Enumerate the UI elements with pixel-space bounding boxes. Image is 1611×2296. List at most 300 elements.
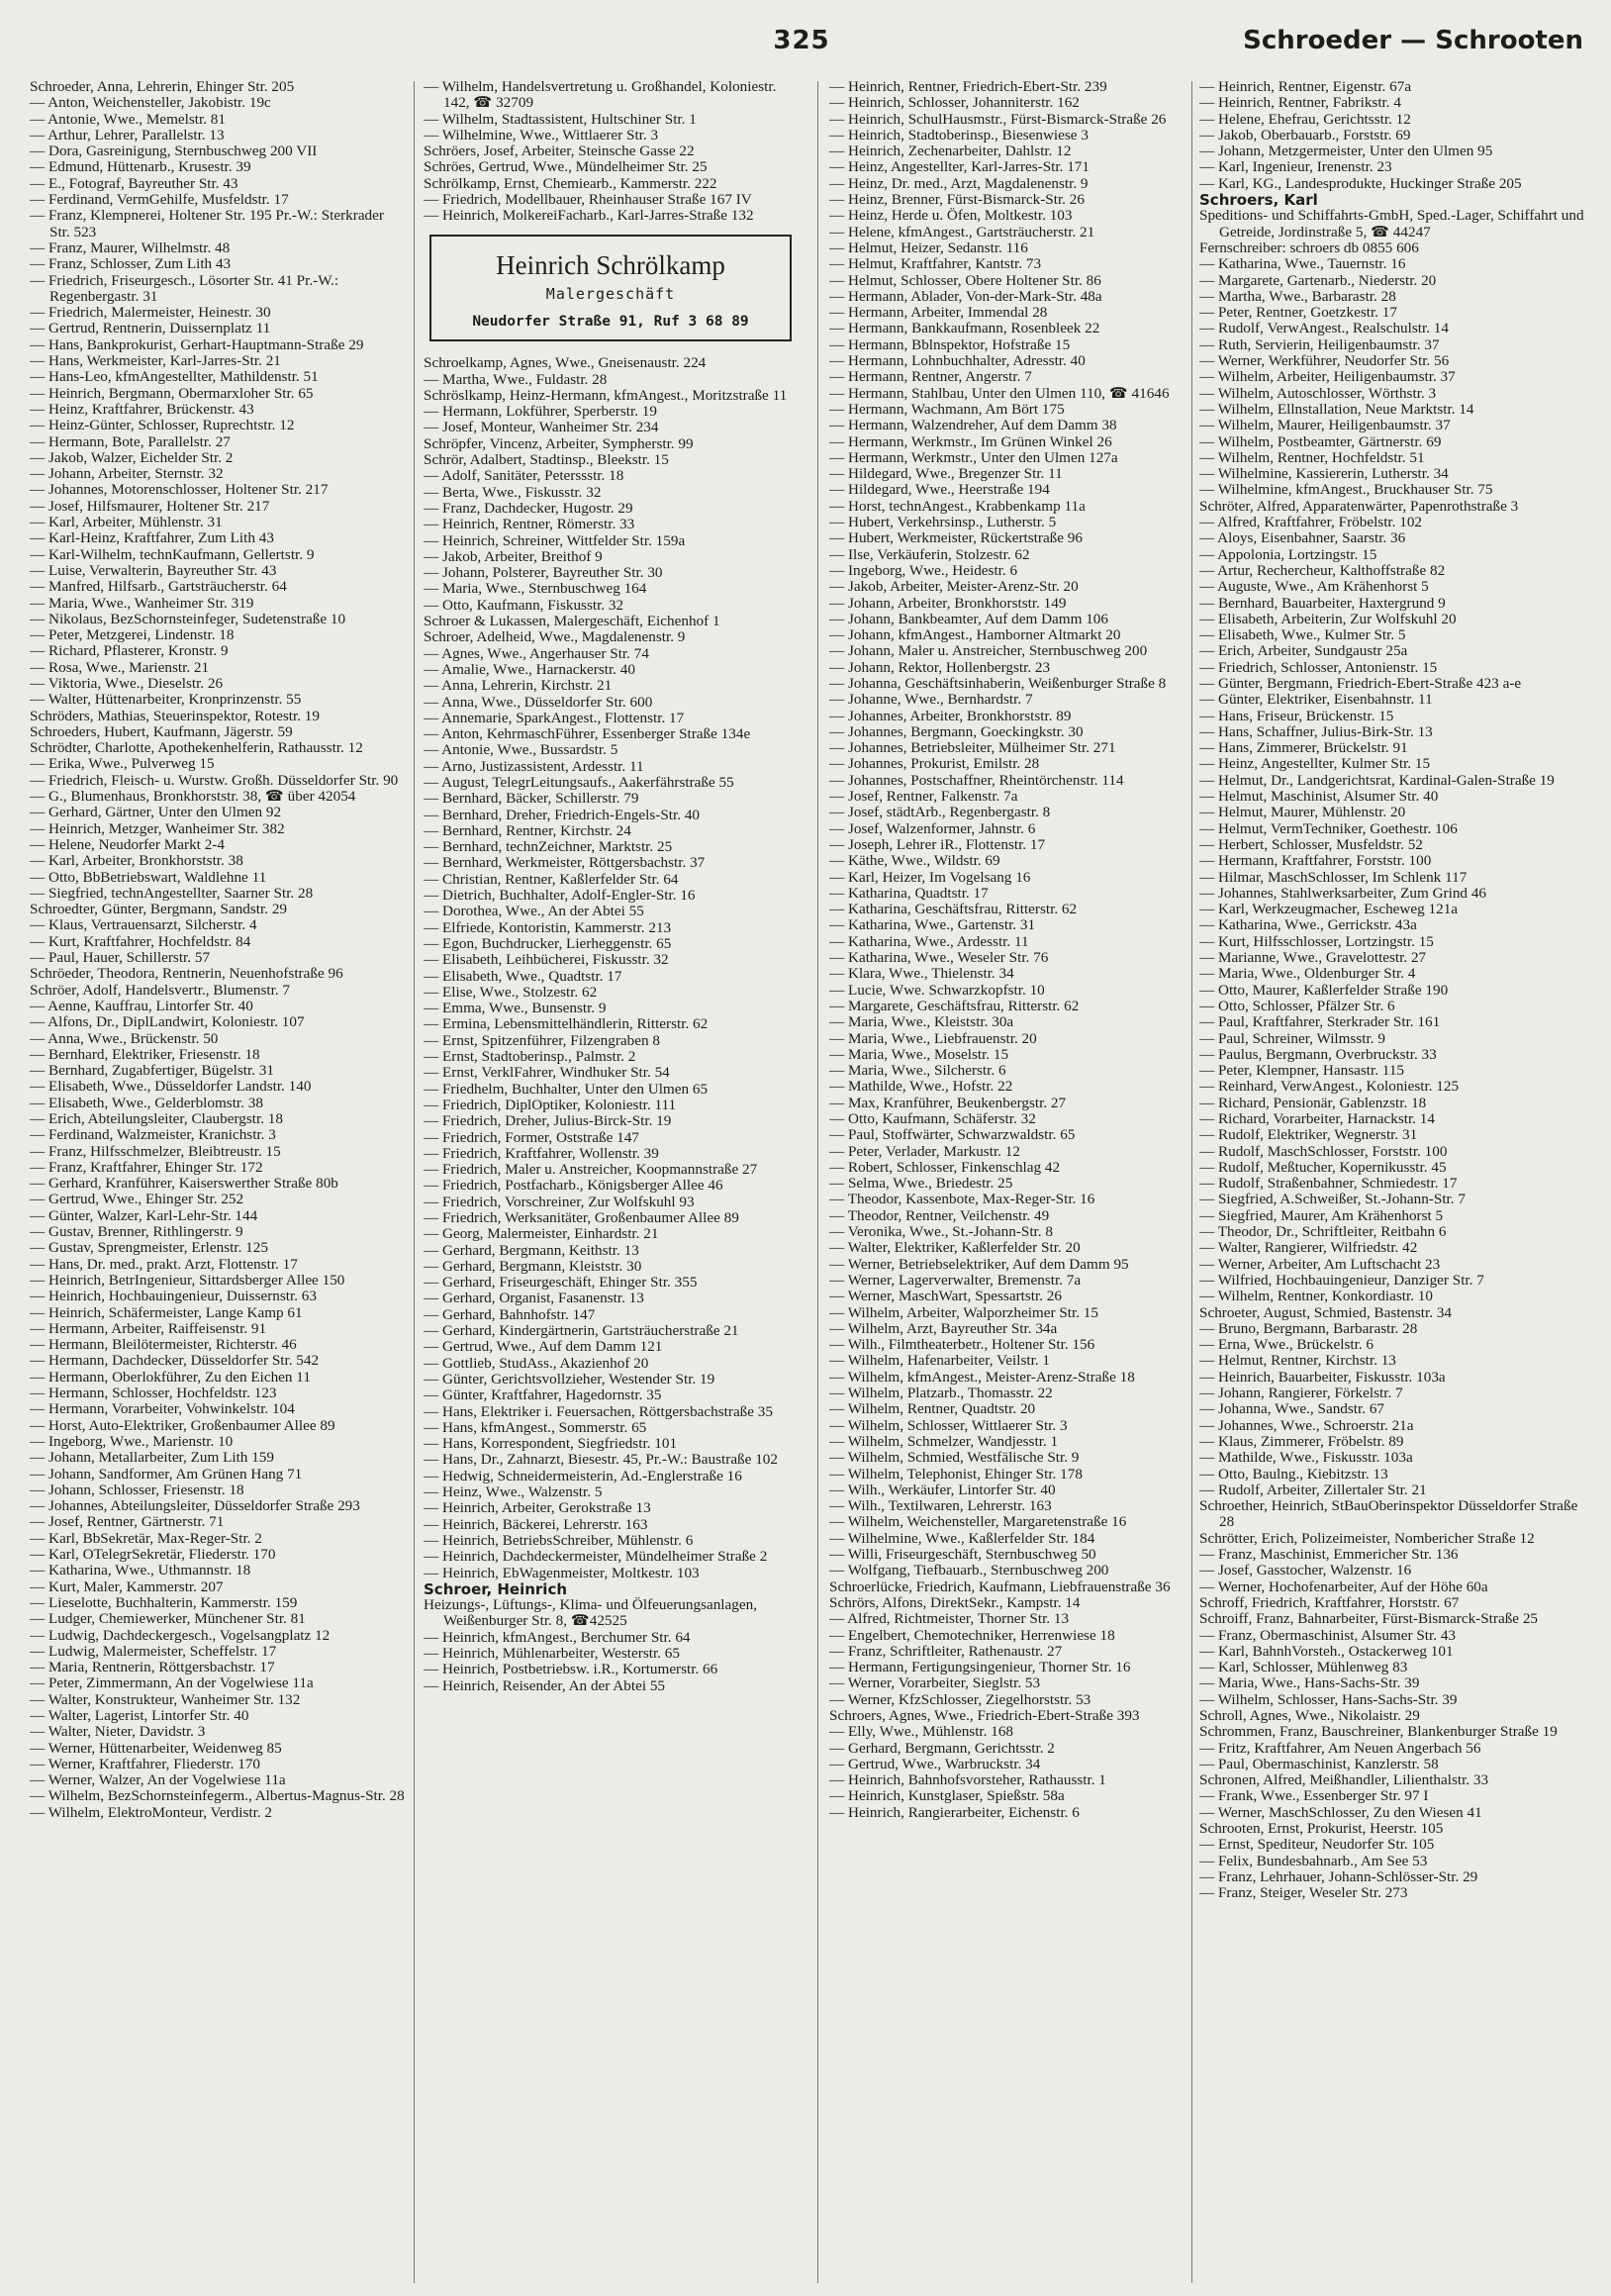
- directory-entry: Schroff, Friedrich, Kraftfahrer, Horststr. 67: [1199, 1593, 1460, 1611]
- directory-entry: — Gertrud, Wwe., Ehinger Str. 252: [30, 1191, 244, 1208]
- directory-entry: — Wilhelm, Stadtassistent, Hultschiner Str. 1: [424, 110, 697, 128]
- directory-entry: — Otto, Kaufmann, Schäferstr. 32: [829, 1110, 1036, 1127]
- directory-entry: — Helmut, Maurer, Mühlenstr. 20: [1199, 804, 1406, 821]
- directory-entry: — Heinrich, Mühlenarbeiter, Westerstr. 65: [424, 1645, 680, 1663]
- directory-entry: — E., Fotograf, Bayreuther Str. 43: [30, 174, 238, 192]
- directory-entry: — Wilhelm, ElektroMonteur, Verdistr. 2: [30, 1803, 272, 1821]
- directory-entry: — Bernhard, Werkmeister, Röttgersbachstr. 37: [424, 854, 706, 872]
- directory-entry: Schronen, Alfred, Meißhandler, Lilienthalstr. 33: [1199, 1771, 1489, 1789]
- directory-entry: — Erika, Wwe., Pulverweg 15: [30, 755, 215, 773]
- directory-entry: — Paul, Stoffwärter, Schwarzwaldstr. 65: [829, 1126, 1076, 1144]
- directory-entry: — Gustav, Brenner, Rithlingerstr. 9: [30, 1223, 243, 1241]
- directory-entry: — Wilhelm, Platzarb., Thomasstr. 22: [829, 1385, 1053, 1402]
- directory-entry: — Wilhelm, kfmAngest., Meister-Arenz-Straße 18: [829, 1368, 1135, 1386]
- directory-entry: — Egon, Buchdrucker, Lierheggenstr. 65: [424, 934, 672, 952]
- directory-entry: — Hans, Dr., Zahnarzt, Biesestr. 45, Pr.-W.: Baustraße 102: [424, 1451, 778, 1469]
- directory-entry: — August, TelegrLeitungsaufs., Aakerfährstraße 55: [424, 773, 734, 791]
- directory-entry: — Heinrich, BetrIngenieur, Sittardsberger Allee 150: [30, 1271, 345, 1289]
- directory-entry: — Heinrich, EbWagenmeister, Moltkestr. 103: [424, 1564, 700, 1581]
- directory-entry: — Viktoria, Wwe., Dieselstr. 26: [30, 674, 224, 692]
- directory-entry: Schroeter, August, Schmied, Bastenstr. 34: [1199, 1303, 1453, 1321]
- column-4: [1199, 79, 1591, 2286]
- directory-entry: — Wilhelm, Rentner, Hochfeldstr. 51: [1199, 448, 1425, 466]
- directory-entry: — Hans, Bankprokurist, Gerhart-Hauptmann-Straße 29: [30, 335, 364, 353]
- directory-entry: — Wilhelm, Autoschlosser, Wörthstr. 3: [1199, 384, 1437, 402]
- directory-entry: — Josef, städtArb., Regenbergastr. 8: [829, 804, 1051, 821]
- directory-entry: — Jakob, Arbeiter, Breithof 9: [424, 547, 603, 565]
- directory-entry: — Friedrich, Dreher, Julius-Birck-Str. 19: [424, 1112, 672, 1130]
- directory-entry: — Franz, Hilfsschmelzer, Bleibtreustr. 15: [30, 1142, 281, 1160]
- directory-entry: — Helmut, Schlosser, Obere Holtener Str. 86: [829, 271, 1101, 289]
- directory-entry: — Ludwig, Malermeister, Scheffelstr. 17: [30, 1642, 277, 1660]
- directory-entry: — Friedrich, DiplOptiker, Koloniestr. 111: [424, 1096, 677, 1113]
- directory-entry: — Ernst, Spediteur, Neudorfer Str. 105: [1199, 1836, 1435, 1854]
- directory-entry: — Elisabeth, Wwe., Quadtstr. 17: [424, 967, 622, 985]
- directory-entry: — Ernst, Stadtoberinsp., Palmstr. 2: [424, 1048, 636, 1066]
- directory-entry: — Johann, Rektor, Hollenbergstr. 23: [829, 658, 1051, 676]
- directory-entry: — Johann, Rangierer, Förkelstr. 7: [1199, 1385, 1403, 1402]
- directory-entry: — Hans, Dr. med., prakt. Arzt, Flottenstr. 17: [30, 1255, 298, 1273]
- directory-entry: — Rudolf, Elektriker, Wegnerstr. 31: [1199, 1126, 1418, 1144]
- directory-entry: Schrölkamp, Ernst, Chemiearb., Kammerstr. 222: [424, 174, 717, 192]
- directory-entry: — Paul, Hauer, Schillerstr. 57: [30, 949, 211, 967]
- directory-entry: — Heinrich, Metzger, Wanheimer Str. 382: [30, 819, 285, 837]
- directory-entry: — Wilhelm, Maurer, Heiligenbaumstr. 37: [1199, 417, 1451, 434]
- directory-entry: — Helene, Neudorfer Markt 2-4: [30, 835, 225, 853]
- directory-entry: — Mathilde, Wwe., Hofstr. 22: [829, 1078, 1013, 1096]
- directory-entry: — Franz, Schlosser, Zum Lith 43: [30, 255, 232, 273]
- directory-entry: — Bernhard, Rentner, Kirchstr. 24: [424, 821, 631, 839]
- directory-entry: — Marianne, Wwe., Gravelottestr. 27: [1199, 949, 1427, 967]
- directory-entry: — Hubert, Werkmeister, Rückertstraße 96: [829, 529, 1083, 547]
- column-rule: [817, 81, 818, 2283]
- directory-entry: — Johann, Bankbeamter, Auf dem Damm 106: [829, 610, 1108, 627]
- directory-entry: — Franz, Kraftfahrer, Ehinger Str. 172: [30, 1158, 263, 1176]
- directory-entry: Schroedter, Günter, Bergmann, Sandstr. 29: [30, 901, 288, 918]
- directory-entry: — Gerhard, Organist, Fasanenstr. 13: [424, 1290, 644, 1307]
- directory-entry: — Johannes, Abteilungsleiter, Düsseldorfer Straße 293: [30, 1497, 360, 1515]
- directory-entry: — Wilhelm, Postbeamter, Gärtnerstr. 69: [1199, 432, 1442, 450]
- directory-entry: — Friedrich, Fleisch- u. Wurstw. Großh. Düsseldorfer Str. 90: [30, 771, 399, 789]
- directory-entry: — Karl, Werkzeugmacher, Escheweg 121a: [1199, 901, 1459, 918]
- directory-entry: — Alfred, Richtmeister, Thorner Str. 13: [829, 1610, 1070, 1628]
- directory-entry: — Wilhelm, Rentner, Quadtstr. 20: [829, 1400, 1036, 1418]
- directory-entry: — Elise, Wwe., Stolzestr. 62: [424, 983, 598, 1001]
- directory-entry: — Werner, Vorarbeiter, Sieglstr. 53: [829, 1674, 1041, 1692]
- directory-entry: — Friedrich, Modellbauer, Rheinhauser Straße 167 IV: [424, 191, 752, 209]
- directory-entry: — Werner, Hochofenarbeiter, Auf der Höhe 60a: [1199, 1578, 1488, 1595]
- directory-entry: — Otto, BbBetriebswart, Waldlehne 11: [30, 868, 267, 886]
- directory-entry: — Wilhelm, Schmelzer, Wandjesstr. 1: [829, 1432, 1059, 1450]
- directory-entry: — Franz, Schriftleiter, Rathenaustr. 27: [829, 1642, 1063, 1660]
- directory-entry: Schröders, Mathias, Steuerinspektor, Rotestr. 19: [30, 707, 320, 724]
- directory-entry: — Hans, Elektriker i. Feuersachen, Röttgersbachstraße 35: [424, 1402, 773, 1420]
- directory-entry: — Alfred, Kraftfahrer, Fröbelstr. 102: [1199, 514, 1423, 531]
- directory-entry: — Hildegard, Wwe., Heerstraße 194: [829, 481, 1050, 499]
- directory-entry: Schroeders, Hubert, Kaufmann, Jägerstr. 59: [30, 722, 293, 740]
- directory-entry: — Hermann, Wachmann, Am Bört 175: [829, 400, 1065, 418]
- directory-entry: — Heinz, Angestellter, Karl-Jarres-Str. 171: [829, 158, 1090, 176]
- ad-subtitle: Malergeschäft: [545, 284, 676, 303]
- directory-entry: — Klara, Wwe., Thielenstr. 34: [829, 965, 1014, 983]
- directory-entry: — Friedhelm, Buchhalter, Unter den Ulmen 65: [424, 1080, 709, 1098]
- directory-entry: — Günter, Walzer, Karl-Lehr-Str. 144: [30, 1206, 258, 1224]
- directory-entry: — Antonie, Wwe., Memelstr. 81: [30, 110, 226, 128]
- directory-entry: — Rudolf, Meßtucher, Kopernikusstr. 45: [1199, 1158, 1447, 1176]
- directory-entry: — Jakob, Arbeiter, Meister-Arenz-Str. 20: [829, 578, 1079, 596]
- directory-entry: — Peter, Zimmermann, An der Vogelwiese 11a: [30, 1674, 314, 1692]
- directory-entry: — Herbert, Schlosser, Musfeldstr. 52: [1199, 835, 1423, 853]
- directory-entry: — Wilfried, Hochbauingenieur, Danziger Str. 7: [1199, 1271, 1484, 1289]
- directory-entry: — Walter, Hüttenarbeiter, Kronprinzenstr. 55: [30, 691, 302, 709]
- directory-entry: — Franz, Obermaschinist, Alsumer Str. 43: [1199, 1626, 1457, 1644]
- directory-entry: — Johann, Polsterer, Bayreuther Str. 30: [424, 564, 663, 582]
- directory-entry: — Lucie, Wwe. Schwarzkopfstr. 10: [829, 981, 1045, 999]
- directory-entry: — Karl, BahnhVorsteh., Ostackerweg 101: [1199, 1642, 1454, 1660]
- directory-entry: — Günter, Kraftfahrer, Hagedornstr. 35: [424, 1387, 662, 1404]
- directory-entry: — Wilhelmine, kfmAngest., Bruckhauser Str. 75: [1199, 481, 1493, 499]
- directory-entry: — Mathilde, Wwe., Fiskusstr. 103a: [1199, 1449, 1413, 1467]
- directory-entry: — Kurt, Maler, Kammerstr. 207: [30, 1578, 224, 1595]
- directory-entry: — Bruno, Bergmann, Barbarastr. 28: [1199, 1319, 1418, 1337]
- directory-entry: — Werner, MaschSchlosser, Zu den Wiesen 41: [1199, 1803, 1482, 1821]
- directory-entry: — Hans, Schaffner, Julius-Birk-Str. 13: [1199, 722, 1433, 740]
- directory-entry: — Maria, Wwe., Kleiststr. 30a: [829, 1013, 1014, 1031]
- directory-entry: — Walter, Rangierer, Wilfriedstr. 42: [1199, 1239, 1418, 1257]
- directory-entry: — Franz, Steiger, Weseler Str. 273: [1199, 1884, 1408, 1902]
- directory-entry: — Gerhard, Kranführer, Kaiserswerther Straße 80b: [30, 1175, 338, 1193]
- directory-entry: Schroll, Agnes, Wwe., Nikolaistr. 29: [1199, 1706, 1420, 1724]
- directory-entry: — Kurt, Kraftfahrer, Hochfeldstr. 84: [30, 932, 251, 950]
- ad-address: Neudorfer Straße 91, Ruf 3 68 89: [472, 313, 749, 330]
- directory-entry: — Ferdinand, VermGehilfe, Musfeldstr. 17: [30, 191, 289, 209]
- directory-entry: — Hermann, Arbeiter, Immendal 28: [829, 304, 1048, 322]
- directory-entry: — Otto, Schlosser, Pfälzer Str. 6: [1199, 997, 1395, 1014]
- directory-entry: — Katharina, Wwe., Ardesstr. 11: [829, 932, 1029, 950]
- directory-entry: — Franz, Klempnerei, Holtener Str. 195 Pr.-W.: Sterkrader Str. 523: [30, 207, 384, 240]
- directory-entry: — Katharina, Wwe., Uthmannstr. 18: [30, 1562, 251, 1579]
- directory-entry: — Johann, Schlosser, Friesenstr. 18: [30, 1481, 244, 1498]
- directory-entry: — Otto, Kaufmann, Fiskusstr. 32: [424, 596, 624, 614]
- directory-entry: — Hermann, Werkmstr., Im Grünen Winkel 26: [829, 432, 1112, 450]
- directory-entry: — Katharina, Wwe., Tauernstr. 16: [1199, 255, 1406, 273]
- directory-entry: — Heinrich, Zechenarbeiter, Dahlstr. 12: [829, 143, 1072, 160]
- directory-entry: — Peter, Verlader, Markustr. 12: [829, 1142, 1020, 1160]
- directory-entry: — Johannes, Prokurist, Emilstr. 28: [829, 755, 1040, 773]
- directory-entry: — Ludger, Chemiewerker, Münchener Str. 81: [30, 1610, 306, 1628]
- directory-entry: Speditions- und Schiffahrts-GmbH, Sped.-Lager, Schiffahrt und Getreide, Jordinstraße 5, ☎ 44247: [1199, 207, 1584, 240]
- directory-entry: — Ludwig, Dachdeckergesch., Vogelsangplatz 12: [30, 1626, 331, 1644]
- directory-entry: — Fritz, Kraftfahrer, Am Neuen Angerbach 56: [1199, 1739, 1481, 1757]
- directory-entry: — Siegfried, Maurer, Am Krähenhorst 5: [1199, 1206, 1444, 1224]
- directory-entry: — Heinrich, BetriebsSchreiber, Mühlenstr. 6: [424, 1531, 694, 1549]
- directory-entry: — Heinrich, Bahnhofsvorsteher, Rathausstr. 1: [829, 1771, 1106, 1789]
- directory-entry: — Richard, Vorarbeiter, Harnackstr. 14: [1199, 1110, 1435, 1127]
- directory-entry: Fernschreiber: schroers db 0855 606: [1199, 239, 1419, 256]
- directory-entry: — Josef, Walzenformer, Jahnstr. 6: [829, 819, 1036, 837]
- directory-entry: — Heinrich, Stadtoberinsp., Biesenwiese 3: [829, 126, 1089, 144]
- directory-entry: Schröpfer, Vincenz, Arbeiter, Sympherstr. 99: [424, 434, 694, 452]
- directory-entry: — Ruth, Servierin, Heiligenbaumstr. 37: [1199, 335, 1440, 353]
- column-3: [829, 79, 1195, 2286]
- directory-entry: — Johann, Sandformer, Am Grünen Hang 71: [30, 1465, 303, 1483]
- directory-entry: — Peter, Klempner, Hansastr. 115: [1199, 1062, 1405, 1080]
- directory-entry: — Friedrich, Postfacharb., Königsberger Allee 46: [424, 1177, 723, 1195]
- directory-entry: — Elly, Wwe., Mühlenstr. 168: [829, 1723, 1014, 1741]
- directory-entry: — Heinrich, Schäfermeister, Lange Kamp 61: [30, 1303, 303, 1321]
- directory-entry: — Karl, Ingenieur, Irenenstr. 23: [1199, 158, 1392, 176]
- directory-entry: — Heinrich, Rentner, Fabrikstr. 4: [1199, 94, 1401, 112]
- directory-entry: — Bernhard, Zugabfertiger, Bügelstr. 31: [30, 1062, 274, 1080]
- directory-entry: — Heinrich, Kunstglaser, Spießstr. 58a: [829, 1787, 1065, 1805]
- directory-entry: Schrödter, Charlotte, Apothekenhelferin, Rathausstr. 12: [30, 739, 363, 757]
- directory-entry: — Gerhard, Bergmann, Keithstr. 13: [424, 1241, 639, 1259]
- directory-entry: — Heinrich, Bergmann, Obermarxloher Str. 65: [30, 384, 314, 402]
- directory-entry: — Johanne, Wwe., Bernhardstr. 7: [829, 691, 1033, 709]
- directory-entry: — Richard, Pflasterer, Kronstr. 9: [30, 642, 229, 660]
- directory-entry: — Maria, Wwe., Oldenburger Str. 4: [1199, 965, 1416, 983]
- directory-entry: — Heinz, Brenner, Fürst-Bismarck-Str. 26: [829, 191, 1085, 209]
- directory-entry: — Dietrich, Buchhalter, Adolf-Engler-Str. 16: [424, 887, 696, 905]
- directory-entry: — Friedrich, Kraftfahrer, Wollenstr. 39: [424, 1144, 659, 1162]
- directory-entry: — Werner, Walzer, An der Vogelwiese 11a: [30, 1771, 286, 1789]
- directory-entry: — Helmut, Kraftfahrer, Kantstr. 73: [829, 255, 1042, 273]
- directory-entry: — Heinrich, Reisender, An der Abtei 55: [424, 1676, 666, 1694]
- directory-entry: — Ernst, VerklFahrer, Windhuker Str. 54: [424, 1064, 670, 1082]
- directory-entry: — Johannes, Motorenschlosser, Holtener Str. 217: [30, 481, 329, 499]
- directory-entry: — Rudolf, Arbeiter, Zillertaler Str. 21: [1199, 1481, 1427, 1498]
- directory-entry: — Emma, Wwe., Bunsenstr. 9: [424, 1000, 607, 1017]
- directory-entry: — Walter, Elektriker, Kaßlerfelder Str. 20: [829, 1239, 1081, 1257]
- directory-entry: — Willi, Friseurgeschäft, Sternbuschweg 50: [829, 1546, 1096, 1564]
- directory-entry: — Otto, Maurer, Kaßlerfelder Straße 190: [1199, 981, 1449, 999]
- directory-entry: — Otto, Baulng., Kiebitzstr. 13: [1199, 1465, 1388, 1483]
- directory-entry: — Helmut, VermTechniker, Goethestr. 106: [1199, 819, 1458, 837]
- directory-entry: Schröslkamp, Heinz-Hermann, kfmAngest., Moritzstraße 11: [424, 386, 788, 404]
- directory-entry: — Arno, Justizassistent, Ardesstr. 11: [424, 757, 644, 775]
- directory-entry: — Katharina, Wwe., Gerrickstr. 43a: [1199, 916, 1417, 934]
- directory-entry: Schrooten, Ernst, Prokurist, Heerstr. 105: [1199, 1820, 1444, 1838]
- directory-entry: Schroiff, Franz, Bahnarbeiter, Fürst-Bismarck-Straße 25: [1199, 1610, 1539, 1628]
- directory-entry: — Wilhelm, Telephonist, Ehinger Str. 178: [829, 1465, 1083, 1483]
- directory-entry: — Hermann, Bankkaufmann, Rosenbleek 22: [829, 320, 1100, 337]
- directory-entry: Schroeder, Anna, Lehrerin, Ehinger Str. 205: [30, 79, 295, 95]
- directory-entry: — Edmund, Hüttenarb., Krusestr. 39: [30, 158, 251, 176]
- directory-entry: — Gerhard, Kindergärtnerin, Gartsträucherstraße 21: [424, 1322, 739, 1340]
- directory-entry: — Agnes, Wwe., Angerhauser Str. 74: [424, 644, 649, 662]
- directory-entry: — Paulus, Bergmann, Overbruckstr. 33: [1199, 1045, 1437, 1063]
- directory-entry: Schrommen, Franz, Bauschreiner, Blankenburger Straße 19: [1199, 1723, 1558, 1741]
- directory-entry: — Heinz, Herde u. Öfen, Moltkestr. 103: [829, 207, 1073, 225]
- directory-entry: — Wilhelm, Arbeiter, Walporzheimer Str. 15: [829, 1303, 1098, 1321]
- directory-entry: Schroerlücke, Friedrich, Kaufmann, Liebfrauenstraße 36: [829, 1578, 1171, 1595]
- directory-entry: — Felix, Bundesbahnarb., Am See 53: [1199, 1852, 1428, 1869]
- directory-entry: — Siegfried, A.Schweißer, St.-Johann-Str. 7: [1199, 1191, 1466, 1208]
- directory-entry: — Wilhelmine, Wwe., Kaßlerfelder Str. 184: [829, 1529, 1095, 1547]
- directory-entry: — Frank, Wwe., Essenberger Str. 97 I: [1199, 1787, 1429, 1805]
- directory-entry: — Katharina, Wwe., Gartenstr. 31: [829, 916, 1036, 934]
- directory-entry: — Rudolf, VerwAngest., Realschulstr. 14: [1199, 320, 1449, 337]
- directory-entry: — Paul, Obermaschinist, Kanzlerstr. 58: [1199, 1755, 1439, 1772]
- directory-entry: — Rudolf, Straßenbahner, Schmiedestr. 17: [1199, 1175, 1458, 1193]
- directory-entry: — Hans, Friseur, Brückenstr. 15: [1199, 707, 1394, 724]
- directory-entry: — Appolonia, Lortzingstr. 15: [1199, 545, 1377, 563]
- directory-entry: — Friedrich, Malermeister, Heinestr. 30: [30, 304, 271, 322]
- directory-entry: — Heinz, Dr. med., Arzt, Magdalenenstr. 9: [829, 174, 1089, 192]
- directory-entry: — Bernhard, Bauarbeiter, Haxtergrund 9: [1199, 594, 1446, 612]
- directory-entry: — Peter, Rentner, Goetzkestr. 17: [1199, 304, 1397, 322]
- directory-entry: — Johannes, Postschaffner, Rheintörchenstr. 114: [829, 771, 1124, 789]
- directory-entry: — Heinrich, Bäckerei, Lehrerstr. 163: [424, 1515, 648, 1533]
- directory-entry: — Heinrich, Schreiner, Wittfelder Str. 159a: [424, 531, 686, 549]
- directory-entry: — Manfred, Hilfsarb., Gartsträucherstr. 64: [30, 578, 287, 596]
- directory-entry: — Josef, Rentner, Falkenstr. 7a: [829, 788, 1018, 806]
- directory-entry: — Hermann, Schlosser, Hochfeldstr. 123: [30, 1385, 277, 1402]
- directory-entry: — Dorothea, Wwe., An der Abtei 55: [424, 903, 644, 920]
- directory-entry: — Karl, Arbeiter, Bronkhorststr. 38: [30, 852, 243, 870]
- column-2: [424, 79, 800, 2286]
- directory-entry: — Josef, Hilfsmaurer, Holtener Str. 217: [30, 497, 270, 515]
- directory-entry: — Karl, Heizer, Im Vogelsang 16: [829, 868, 1031, 886]
- directory-entry: — Werner, KfzSchlosser, Ziegelhorststr. 53: [829, 1690, 1091, 1708]
- directory-entry: — Margarete, Gartenarb., Niederstr. 20: [1199, 271, 1437, 289]
- directory-entry: — Ingeborg, Wwe., Heidestr. 6: [829, 561, 1018, 579]
- directory-entry: — Heinrich, kfmAngest., Berchumer Str. 64: [424, 1628, 691, 1646]
- directory-entry: — Anna, Wwe., Düsseldorfer Str. 600: [424, 693, 653, 711]
- ad-name: Heinrich Schrölkamp: [496, 249, 725, 280]
- directory-entry: — Ernst, Spitzenführer, Filzengraben 8: [424, 1031, 660, 1049]
- directory-entry: — Friedrich, Former, Oststraße 147: [424, 1128, 639, 1146]
- directory-entry: — Wilhelmine, Wwe., Wittlaerer Str. 3: [424, 126, 659, 144]
- directory-entry: — Heinrich, Rentner, Eigenstr. 67a: [1199, 79, 1412, 95]
- directory-entry: — Gerhard, Gärtner, Unter den Ulmen 92: [30, 804, 282, 821]
- directory-entry: — Artur, Rechercheur, Kalthoffstraße 82: [1199, 561, 1446, 579]
- directory-entry: — Wilhelmine, Kassiererin, Lutherstr. 34: [1199, 465, 1449, 483]
- directory-entry: — Gerhard, Bergmann, Gerichtsstr. 2: [829, 1739, 1055, 1757]
- directory-entry: Heizungs-, Lüftungs-, Klima- und Ölfeuerungsanlagen, Weißenburger Str. 8, ☎42525: [424, 1596, 757, 1630]
- directory-entry: — Günter, Elektriker, Eisenbahnstr. 11: [1199, 691, 1433, 709]
- directory-entry: — Hermann, Oberlokführer, Zu den Eichen 11: [30, 1368, 311, 1386]
- directory-entry: — Aenne, Kauffrau, Lintorfer Str. 40: [30, 997, 253, 1014]
- directory-entry: — Luise, Verwalterin, Bayreuther Str. 43: [30, 561, 277, 579]
- directory-entry: — Dora, Gasreinigung, Sternbuschweg 200 VII: [30, 143, 318, 160]
- directory-entry: — Walter, Konstrukteur, Wanheimer Str. 132: [30, 1690, 301, 1708]
- directory-entry: — Wilhelm, Rentner, Konkordiastr. 10: [1199, 1288, 1433, 1305]
- directory-entry: — Heinrich, Postbetriebsw. i.R., Kortumerstr. 66: [424, 1661, 718, 1678]
- directory-entry: — Bernhard, Dreher, Friedrich-Engels-Str. 40: [424, 806, 701, 823]
- directory-entry: — Martha, Wwe., Fuldastr. 28: [424, 370, 608, 388]
- directory-entry: — Werner, MaschWart, Spessartstr. 26: [829, 1288, 1062, 1305]
- directory-entry: — Heinrich, Rangierarbeiter, Eichenstr. 6: [829, 1803, 1080, 1821]
- advertisement-box: [429, 235, 792, 342]
- directory-entry: — Johannes, Bergmann, Goeckingkstr. 30: [829, 722, 1084, 740]
- directory-entry: — Friedrich, Werksanitäter, Großenbaumer Allee 89: [424, 1209, 739, 1226]
- directory-entry: — Günter, Bergmann, Friedrich-Ebert-Straße 423 a-e: [1199, 674, 1522, 692]
- directory-entry: — Martha, Wwe., Barbarastr. 28: [1199, 287, 1396, 305]
- directory-entry: — Hermann, Kraftfahrer, Forststr. 100: [1199, 852, 1432, 870]
- directory-entry: — Katharina, Quadtstr. 17: [829, 884, 989, 902]
- directory-entry: — Karl, KG., Landesprodukte, Huckinger Straße 205: [1199, 174, 1522, 192]
- directory-entry: — Heinrich, Rentner, Friedrich-Ebert-Str. 239: [829, 79, 1107, 95]
- directory-entry: — Wilh., Textilwaren, Lehrerstr. 163: [829, 1497, 1052, 1515]
- directory-entry: — Johann, Arbeiter, Sternstr. 32: [30, 465, 224, 483]
- directory-entry: — Hildegard, Wwe., Bregenzer Str. 11: [829, 465, 1063, 483]
- directory-entry: — Wilhelm, Arzt, Bayreuther Str. 34a: [829, 1319, 1058, 1337]
- directory-entry: — Hermann, Stahlbau, Unter den Ulmen 110, ☎ 41646: [829, 384, 1170, 402]
- directory-entry: — Karl-Wilhelm, technKaufmann, Gellertstr. 9: [30, 545, 315, 563]
- directory-entry: — Hilmar, MaschSchlosser, Im Schlenk 117: [1199, 868, 1468, 886]
- directory-entry: — Paul, Schreiner, Wilmsstr. 9: [1199, 1029, 1385, 1047]
- directory-entry: Schroer & Lukassen, Malergeschäft, Eichenhof 1: [424, 613, 720, 630]
- directory-entry: Schrörs, Alfons, DirektSekr., Kampstr. 14: [829, 1593, 1081, 1611]
- directory-entry: — Johann, kfmAngest., Hamborner Altmarkt 20: [829, 626, 1121, 644]
- directory-entry: — Gerhard, Bahnhofstr. 147: [424, 1305, 596, 1323]
- directory-entry: — Peter, Metzgerei, Lindenstr. 18: [30, 626, 235, 644]
- directory-entry: — Theodor, Dr., Schriftleiter, Reitbahn 6: [1199, 1223, 1447, 1241]
- directory-entry: — Johannes, Wwe., Schroerstr. 21a: [1199, 1416, 1414, 1434]
- directory-entry: — Richard, Pensionär, Gablenzstr. 18: [1199, 1094, 1427, 1111]
- directory-entry: — Hans, Zimmerer, Brückelstr. 91: [1199, 739, 1408, 757]
- directory-entry: — Wilhelm, Hafenarbeiter, Veilstr. 1: [829, 1352, 1051, 1370]
- directory-entry: — Wilhelm, Schlosser, Hans-Sachs-Str. 39: [1199, 1690, 1458, 1708]
- directory-entry: Schrör, Adalbert, Stadtinsp., Bleekstr. 15: [424, 451, 669, 469]
- directory-entry: — Joseph, Lehrer iR., Flottenstr. 17: [829, 835, 1046, 853]
- running-head: Schroeder — Schrooten: [1243, 26, 1583, 55]
- directory-entry: — Ferdinand, Walzmeister, Kranichstr. 3: [30, 1126, 276, 1144]
- directory-entry: — Hermann, Lohnbuchhalter, Adresstr. 40: [829, 352, 1086, 370]
- directory-entry: — Wilhelm, Schlosser, Wittlaerer Str. 3: [829, 1416, 1068, 1434]
- directory-entry: — Wolfgang, Tiefbauarb., Sternbuschweg 200: [829, 1562, 1109, 1579]
- directory-entry: — Johanna, Wwe., Sandstr. 67: [1199, 1400, 1385, 1418]
- directory-entry: Schröter, Alfred, Apparatenwärter, Papenrothstraße 3: [1199, 497, 1519, 515]
- directory-entry: — Hans, Korrespondent, Siegfriedstr. 101: [424, 1435, 678, 1453]
- directory-entry: — Helene, kfmAngest., Gartsträucherstr. 21: [829, 223, 1095, 240]
- directory-entry: — Karl, OTelegrSekretär, Fliederstr. 170: [30, 1546, 276, 1564]
- directory-entry: — Heinrich, SchulHausmstr., Fürst-Bismarck-Straße 26: [829, 110, 1167, 128]
- directory-entry: — Hans-Leo, kfmAngestellter, Mathildenstr. 51: [30, 368, 319, 386]
- directory-entry: Schröeder, Theodora, Rentnerin, Neuenhofstraße 96: [30, 965, 343, 983]
- directory-entry: — Gerhard, Bergmann, Kleiststr. 30: [424, 1257, 642, 1275]
- directory-entry: — Anna, Wwe., Brückenstr. 50: [30, 1029, 219, 1047]
- directory-entry: — Hermann, Lokführer, Sperberstr. 19: [424, 403, 657, 421]
- directory-entry: — Christian, Rentner, Kaßlerfelder Str. 64: [424, 870, 679, 888]
- directory-entry: — Wilh., Filmtheaterbetr., Holtener Str. 156: [829, 1336, 1095, 1354]
- directory-entry: — Helmut, Rentner, Kirchstr. 13: [1199, 1352, 1396, 1370]
- directory-entry: — Nikolaus, BezSchornsteinfeger, Sudetenstraße 10: [30, 610, 346, 627]
- directory-entry: — Ilse, Verkäuferin, Stolzestr. 62: [829, 545, 1030, 563]
- directory-entry: — Erich, Arbeiter, Sundgaustr 25a: [1199, 642, 1408, 660]
- directory-entry: — Johann, Arbeiter, Bronkhorststr. 149: [829, 594, 1067, 612]
- directory-entry: — Werner, Betriebselektriker, Auf dem Damm 95: [829, 1255, 1129, 1273]
- directory-entry: — Theodor, Kassenbote, Max-Reger-Str. 16: [829, 1191, 1095, 1208]
- directory-entry: — Rosa, Wwe., Marienstr. 21: [30, 658, 210, 676]
- directory-entry: Schröers, Josef, Arbeiter, Steinsche Gasse 22: [424, 143, 695, 160]
- directory-entry: — Annemarie, SparkAngest., Flottenstr. 17: [424, 709, 685, 726]
- directory-entry: — Erich, Abteilungsleiter, Claubergstr. 18: [30, 1110, 283, 1127]
- directory-entry: — Heinrich, Rentner, Römerstr. 33: [424, 516, 635, 533]
- directory-entry: — Franz, Maschinist, Emmericher Str. 136: [1199, 1546, 1459, 1564]
- directory-entry: — Horst, Auto-Elektriker, Großenbaumer Allee 89: [30, 1416, 335, 1434]
- directory-entry: — G., Blumenhaus, Bronkhorststr. 38, ☎ über 42054: [30, 788, 356, 806]
- directory-entry: — Heinrich, Bauarbeiter, Fiskusstr. 103a: [1199, 1368, 1446, 1386]
- directory-entry: — Maria, Wwe., Sternbuschweg 164: [424, 580, 647, 598]
- directory-entry: — Veronika, Wwe., St.-Johann-Str. 8: [829, 1223, 1053, 1241]
- directory-entry: — Johannes, Betriebsleiter, Mülheimer Str. 271: [829, 739, 1116, 757]
- directory-entry: — Bernhard, Bäcker, Schillerstr. 79: [424, 790, 639, 808]
- directory-entry: — Elisabeth, Wwe., Gelderblomstr. 38: [30, 1094, 263, 1111]
- directory-entry: Schroer, Heinrich: [424, 1579, 568, 1598]
- directory-entry: — Werner, Werkführer, Neudorfer Str. 56: [1199, 352, 1450, 370]
